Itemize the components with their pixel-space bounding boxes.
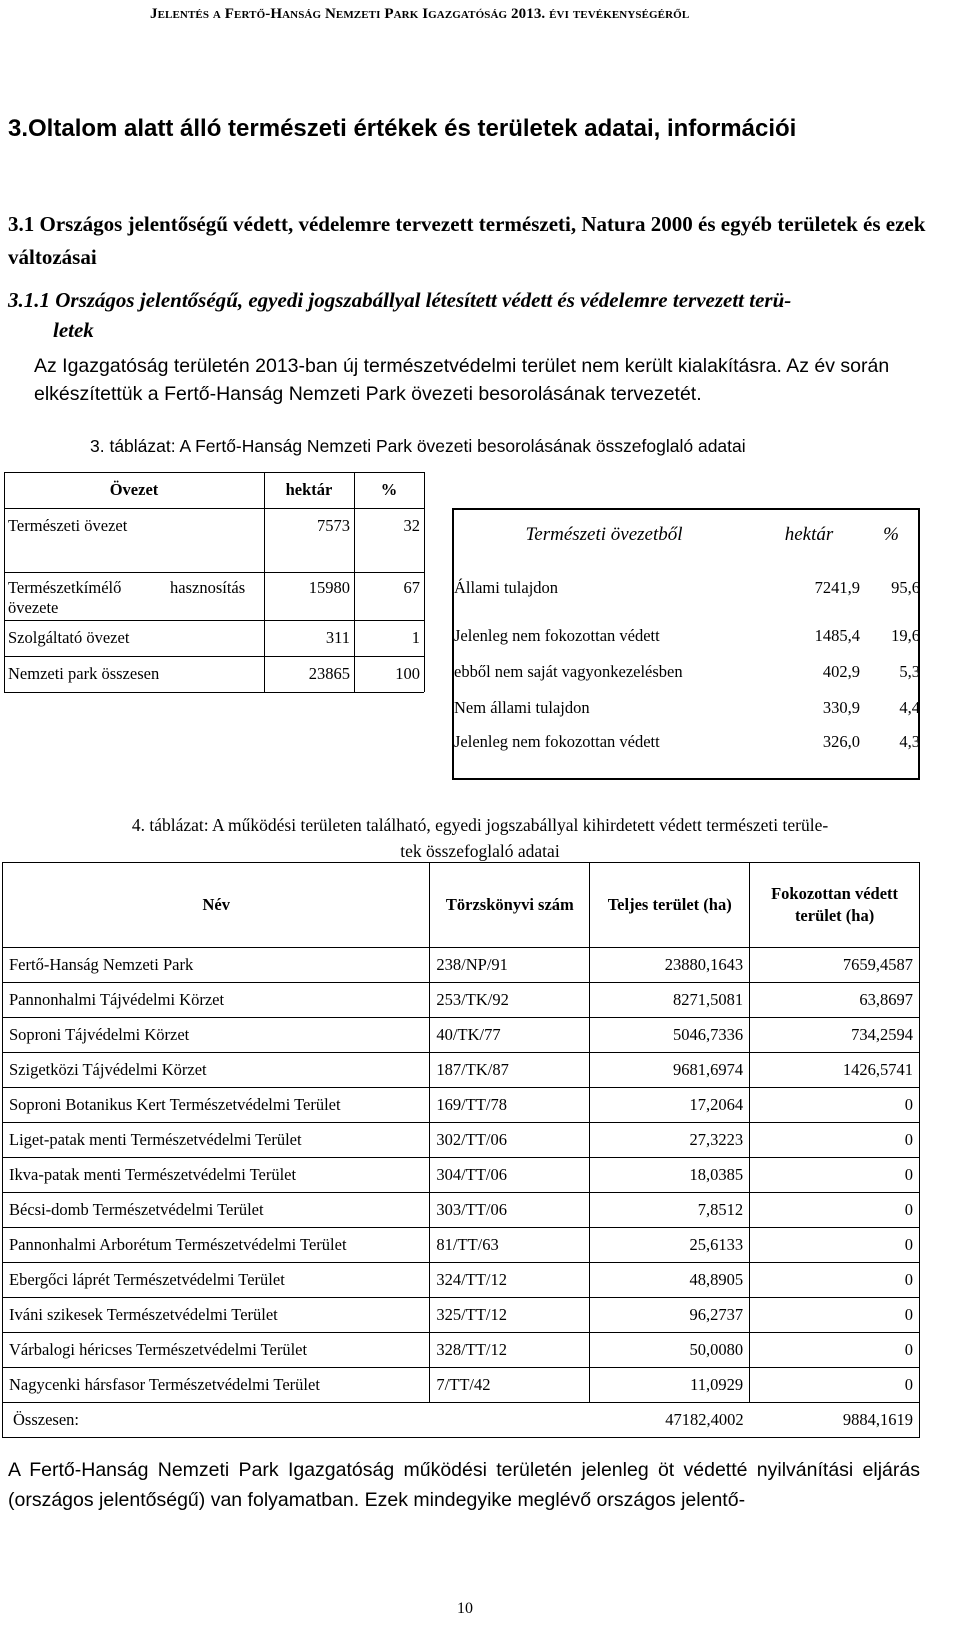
total-label: Összesen:	[3, 1403, 430, 1438]
table3r-row1-hectare: 7241,9	[814, 578, 860, 597]
total-area: 27,3223	[590, 1123, 750, 1158]
page-number: 10	[457, 1600, 473, 1617]
area-name: Soproni Tájvédelmi Körzet	[3, 1018, 430, 1053]
total-area: 96,2737	[590, 1298, 750, 1333]
total-area: 5046,7336	[590, 1018, 750, 1053]
table4-total-row	[3, 1403, 920, 1438]
table3r-header-label: Természeti övezetből	[525, 524, 683, 545]
protected-area: 0	[750, 1158, 920, 1193]
intro-paragraph: Az Igazgatóság területén 2013-ban új természetvédelmi terület nem került kialakításra. Az év során elkészítettük a Fertő-Hanság Nemzeti Park övezeti besorolásának tervezetét.	[34, 355, 890, 405]
table3r-header-percent: %	[883, 524, 899, 545]
table3-row4-percent: 100	[395, 664, 420, 683]
table3r-row4-label: Nem állami tulajdon	[454, 698, 590, 717]
table3r-row3-hectare: 402,9	[822, 662, 860, 681]
table4-header-name: Név	[3, 863, 430, 948]
protected-area: 0	[750, 1123, 920, 1158]
total-area: 23880,1643	[590, 948, 750, 983]
area-name: Liget-patak menti Természetvédelmi Terület	[3, 1123, 430, 1158]
table3r-row1-percent: 95,6	[891, 578, 920, 597]
table-row	[3, 1228, 920, 1263]
registry-number: 187/TK/87	[430, 1053, 590, 1088]
table-row	[3, 983, 920, 1018]
table3-natural-zone-breakdown	[452, 508, 920, 780]
area-name: Ikva-patak menti Természetvédelmi Terület	[3, 1158, 430, 1193]
area-name: Várbalogi héricses Természetvédelmi Terület	[3, 1333, 430, 1368]
table-row	[3, 1053, 920, 1088]
table-row	[3, 1193, 920, 1228]
registry-number: 302/TT/06	[430, 1123, 590, 1158]
registry-number: 40/TK/77	[430, 1018, 590, 1053]
protected-area: 0	[750, 1368, 920, 1403]
table3-row1-percent: 32	[403, 516, 420, 535]
total-area: 48,8905	[590, 1263, 750, 1298]
protected-area: 1426,5741	[750, 1053, 920, 1088]
table3-row2-percent: 67	[403, 578, 420, 597]
table3-row3-hectare: 311	[325, 628, 350, 647]
total-area: 8271,5081	[590, 983, 750, 1018]
protected-area: 734,2594	[750, 1018, 920, 1053]
total-area: 9681,6974	[590, 1053, 750, 1088]
table3r-row4-hectare: 330,9	[822, 698, 860, 717]
registry-number: 324/TT/12	[430, 1263, 590, 1298]
table-row	[3, 1263, 920, 1298]
registry-number: 238/NP/91	[430, 948, 590, 983]
table-row	[3, 1088, 920, 1123]
table3r-row2-label: Jelenleg nem fokozottan védett	[454, 626, 660, 645]
registry-number: 303/TT/06	[430, 1193, 590, 1228]
area-name: Soproni Botanikus Kert Természetvédelmi Terület	[3, 1088, 430, 1123]
table4-caption-line2: tek összefoglaló adatai	[400, 841, 560, 861]
area-name: Fertő-Hanság Nemzeti Park	[3, 948, 430, 983]
heading-level-3-line1: 3.1.1 Országos jelentőségű, egyedi jogszabállyal létesített védett és védelemre tervezett terü-	[8, 288, 792, 312]
table3r-row3-label: ebből nem saját vagyonkezelésben	[454, 662, 683, 681]
area-name: Pannonhalmi Tájvédelmi Körzet	[3, 983, 430, 1018]
table-row	[3, 1368, 920, 1403]
heading-level-2: 3.1 Országos jelentőségű védett, védelemre tervezett természeti, Natura 2000 és egyéb területek és ezek változásai	[8, 212, 926, 269]
table4-header-registry: Törzskönyvi szám	[430, 863, 590, 948]
table3r-row4-percent: 4,4	[899, 698, 920, 717]
total-area: 25,6133	[590, 1228, 750, 1263]
table3r-row1-label: Állami tulajdon	[454, 578, 559, 597]
table3-row4-zone: Nemzeti park összesen	[8, 664, 160, 683]
table3-caption: 3. táblázat: A Fertő-Hanság Nemzeti Park övezeti besorolásának összefoglaló adatai	[90, 436, 746, 456]
total-protected-area: 9884,1619	[750, 1403, 920, 1438]
table3-row2-hectare: 15980	[308, 578, 350, 597]
table3r-header-hectare: hektár	[784, 524, 834, 545]
table3-header-zone: Övezet	[109, 480, 159, 499]
total-area: 17,2064	[590, 1088, 750, 1123]
heading-level-3-line2: letek	[53, 318, 94, 342]
table-row	[3, 1298, 920, 1333]
table4-protected-areas	[2, 862, 920, 1438]
area-name: Ebergőci láprét Természetvédelmi Terület	[3, 1263, 430, 1298]
table3-row3-zone: Szolgáltató övezet	[8, 628, 130, 647]
registry-number: 328/TT/12	[430, 1333, 590, 1368]
registry-number: 81/TT/63	[430, 1228, 590, 1263]
table3r-row5-hectare: 326,0	[822, 732, 860, 751]
total-full-area: 47182,4002	[590, 1403, 750, 1438]
table3-row2-zone-word2: hasznosítás	[170, 578, 246, 597]
total-area: 11,0929	[590, 1368, 750, 1403]
protected-area: 0	[750, 1193, 920, 1228]
table3-header-hectare: hektár	[285, 480, 333, 499]
heading-level-3	[8, 285, 948, 345]
table3-header-percent: %	[380, 480, 398, 499]
table4-caption	[0, 812, 960, 864]
table-row	[3, 948, 920, 983]
area-name: Pannonhalmi Arborétum Természetvédelmi Terület	[3, 1228, 430, 1263]
table-row	[3, 1018, 920, 1053]
table3-row2-zone-word3: övezete	[8, 598, 59, 617]
area-name: Bécsi-domb Természetvédelmi Terület	[3, 1193, 430, 1228]
registry-number: 253/TK/92	[430, 983, 590, 1018]
running-header: Jelentés a Fertő-Hanság Nemzeti Park Igazgatóság 2013. évi tevékenységéről	[150, 6, 690, 22]
table-row	[3, 1158, 920, 1193]
registry-number: 304/TT/06	[430, 1158, 590, 1193]
total-area: 7,8512	[590, 1193, 750, 1228]
table4-caption-line1: 4. táblázat: A működési területen található, egyedi jogszabállyal kihirdetett védett természeti terüle-	[131, 815, 829, 835]
registry-number: 7/TT/42	[430, 1368, 590, 1403]
protected-area: 63,8697	[750, 983, 920, 1018]
table3r-row5-percent: 4,3	[899, 732, 920, 751]
protected-area: 0	[750, 1263, 920, 1298]
table3-zones	[4, 472, 424, 696]
table-row	[3, 1123, 920, 1158]
table4-header-total-area: Teljes terület (ha)	[590, 863, 750, 948]
table3r-row2-percent: 19,6	[891, 626, 920, 645]
protected-area: 7659,4587	[750, 948, 920, 983]
registry-number: 169/TT/78	[430, 1088, 590, 1123]
table3-row1-zone: Természeti övezet	[8, 516, 128, 535]
area-name: Szigetközi Tájvédelmi Körzet	[3, 1053, 430, 1088]
area-name: Nagycenki hársfasor Természetvédelmi Terület	[3, 1368, 430, 1403]
protected-area: 0	[750, 1088, 920, 1123]
protected-area: 0	[750, 1228, 920, 1263]
table3r-row5-label: Jelenleg nem fokozottan védett	[454, 732, 660, 751]
table3-row1-hectare: 7573	[317, 516, 350, 535]
table-row	[3, 1333, 920, 1368]
total-empty	[430, 1403, 590, 1438]
heading-level-1: 3.Oltalom alatt álló természeti értékek és területek adatai, információi	[8, 115, 797, 142]
protected-area: 0	[750, 1333, 920, 1368]
protected-area: 0	[750, 1298, 920, 1333]
area-name: Iváni szikesek Természetvédelmi Terület	[3, 1298, 430, 1333]
total-area: 50,0080	[590, 1333, 750, 1368]
table3r-row3-percent: 5,3	[899, 662, 920, 681]
table3-row4-hectare: 23865	[308, 664, 350, 683]
registry-number: 325/TT/12	[430, 1298, 590, 1333]
table3-row3-percent: 1	[411, 628, 420, 647]
closing-paragraph: A Fertő-Hanság Nemzeti Park Igazgatóság működési területén jelenleg öt védetté nyilvánítási eljárás (országos jelentőségű) van folyamatban. Ezek mindegyike meglévő országos jelentő-	[8, 1459, 920, 1511]
total-area: 18,0385	[590, 1158, 750, 1193]
table3r-row2-hectare: 1485,4	[814, 626, 860, 645]
table3-row2-zone-word1: Természetkímélő	[8, 578, 122, 597]
table4-header-strictly-protected: Fokozottan védett terület (ha)	[750, 863, 920, 948]
